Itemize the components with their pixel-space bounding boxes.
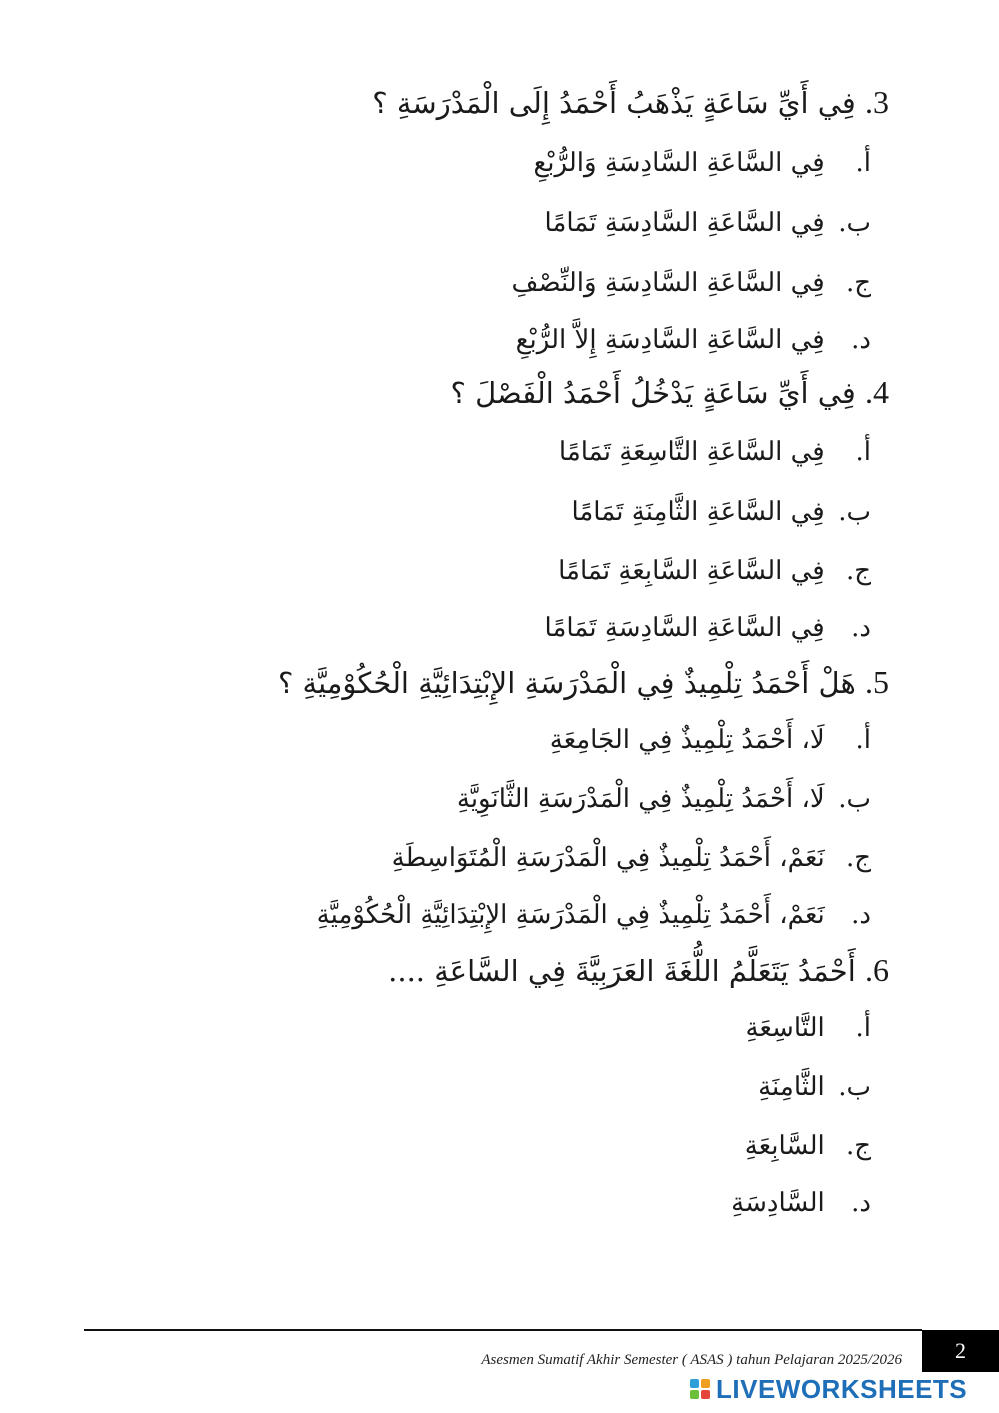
- question-number: 4.: [865, 374, 889, 410]
- option-text: فِي السَّاعَةِ الثَّامِنَةِ تَمَامًا: [571, 497, 825, 527]
- option-letter: د.: [851, 613, 871, 643]
- footer-divider: [84, 1329, 922, 1331]
- option-text: لَا، أَحْمَدُ تِلْمِيذٌ فِي الجَامِعَةِ: [549, 725, 825, 755]
- question-6: [388, 950, 889, 991]
- option-4c[interactable]: [558, 551, 871, 591]
- option-letter: د.: [851, 325, 871, 355]
- footer-caption: Asesmen Sumatif Akhir Semester ( ASAS ) tahun Pelajaran 2025/2026: [481, 1352, 902, 1368]
- page-number-badge: [922, 1330, 999, 1372]
- option-letter: ج.: [845, 1131, 871, 1161]
- option-text: فِي السَّاعَةِ السَّادِسَةِ وَالرُّبْعِ: [533, 148, 825, 178]
- question-text: فِي أَيِّ سَاعَةٍ يَذْهَبُ أَحْمَدُ إِلَى الْمَدْرَسَةِ ؟: [372, 86, 856, 120]
- question-5: [278, 662, 889, 703]
- brand-name: LIVEWORKSHEETS: [716, 1373, 968, 1404]
- option-text: السَّابِعَةِ: [744, 1131, 825, 1161]
- option-letter: ج.: [845, 556, 871, 586]
- option-text: الثَّامِنَةِ: [758, 1072, 825, 1102]
- option-3b[interactable]: [545, 203, 871, 243]
- question-text: فِي أَيِّ سَاعَةٍ يَدْخُلُ أَحْمَدُ الْفَصْلَ ؟: [450, 376, 856, 410]
- liveworksheets-logo-icon: [690, 1379, 710, 1399]
- option-3d[interactable]: [516, 320, 871, 360]
- option-text: السَّادِسَةِ: [731, 1188, 825, 1218]
- question-text: أَحْمَدُ يَتَعَلَّمُ اللُّغَةَ العَرَبِيَّةَ فِي السَّاعَةِ ....: [388, 954, 856, 988]
- option-text: فِي السَّاعَةِ السَّادِسَةِ تَمَامًا: [544, 208, 825, 238]
- option-letter: أ.: [855, 725, 871, 755]
- option-letter: ب.: [838, 784, 871, 814]
- option-text: فِي السَّاعَةِ السَّادِسَةِ وَالنِّصْفِ: [511, 268, 825, 298]
- option-3c[interactable]: [512, 263, 871, 303]
- option-letter: ب.: [838, 1072, 871, 1102]
- liveworksheets-brand[interactable]: [690, 1374, 967, 1404]
- option-letter: ج.: [845, 268, 871, 298]
- option-5a[interactable]: [550, 720, 871, 760]
- option-6a[interactable]: [746, 1008, 871, 1048]
- option-6d[interactable]: [731, 1183, 871, 1223]
- question-number: 5.: [865, 664, 889, 700]
- option-letter: أ.: [855, 1013, 871, 1043]
- question-number: 3.: [865, 84, 889, 120]
- option-3a[interactable]: [533, 143, 871, 183]
- option-text: التَّاسِعَةِ: [745, 1013, 825, 1043]
- option-text: فِي السَّاعَةِ التَّاسِعَةِ تَمَامًا: [558, 437, 825, 467]
- question-3: [372, 82, 889, 123]
- option-text: نَعَمْ، أَحْمَدُ تِلْمِيذٌ فِي الْمَدْرَسَةِ الْمُتَوَاسِطَةِ: [391, 843, 825, 873]
- option-letter: أ.: [855, 148, 871, 178]
- option-letter: ب.: [838, 208, 871, 238]
- option-4b[interactable]: [571, 492, 871, 532]
- option-text: نَعَمْ، أَحْمَدُ تِلْمِيذٌ فِي الْمَدْرَسَةِ الإِبْتِدَائِيَّةِ الْحُكُوْمِيَّةِ: [316, 900, 825, 930]
- option-4a[interactable]: [559, 432, 871, 472]
- page-number: 2: [955, 1338, 966, 1363]
- option-5d[interactable]: [317, 895, 871, 935]
- option-6c[interactable]: [745, 1126, 871, 1166]
- question-text: هَلْ أَحْمَدُ تِلْمِيذٌ فِي الْمَدْرَسَةِ الإِبْتِدَائِيَّةِ الْحُكُوْمِيَّةِ ؟: [277, 666, 856, 700]
- question-4: [450, 372, 889, 413]
- option-5c[interactable]: [392, 838, 871, 878]
- option-letter: أ.: [855, 437, 871, 467]
- option-4d[interactable]: [545, 608, 871, 648]
- option-letter: ب.: [838, 497, 871, 527]
- option-letter: د.: [851, 900, 871, 930]
- option-text: فِي السَّاعَةِ السَّادِسَةِ تَمَامًا: [544, 613, 825, 643]
- option-letter: ج.: [845, 843, 871, 873]
- option-text: فِي السَّاعَةِ السَّابِعَةِ تَمَامًا: [558, 556, 825, 586]
- option-text: فِي السَّاعَةِ السَّادِسَةِ إِلاَّ الرُّبْعِ: [515, 325, 825, 355]
- question-number: 6.: [865, 952, 889, 988]
- option-text: لَا، أَحْمَدُ تِلْمِيذٌ فِي الْمَدْرَسَةِ الثَّانَوِيَّةِ: [456, 784, 825, 814]
- option-letter: د.: [851, 1188, 871, 1218]
- option-5b[interactable]: [457, 779, 871, 819]
- option-6b[interactable]: [758, 1067, 871, 1107]
